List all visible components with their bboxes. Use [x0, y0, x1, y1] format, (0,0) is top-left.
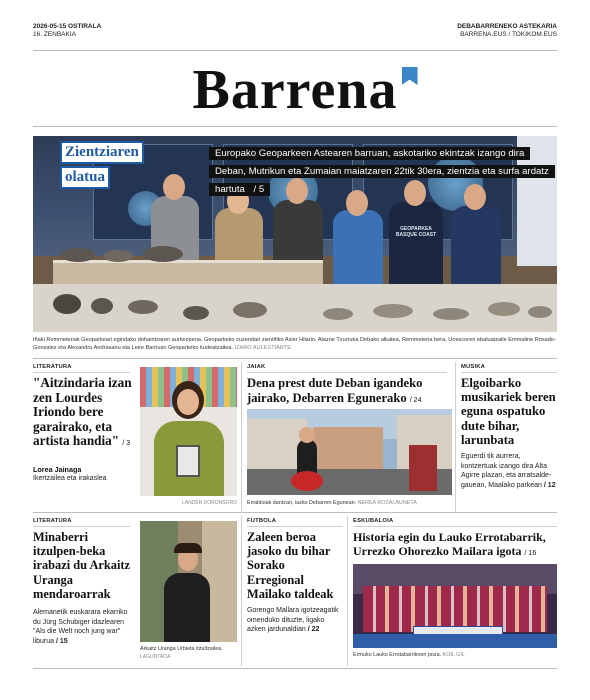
section-label-musika: MUSIKA	[461, 364, 486, 370]
rock-sample	[91, 298, 113, 314]
person-head	[163, 174, 185, 200]
rock-sample	[103, 250, 133, 262]
literatura-photo-credit: LANDER DORONSORO	[181, 500, 237, 506]
shirt-print: GEOPARKEA BASQUE COAST	[395, 226, 437, 238]
literatura-page: / 3	[122, 440, 131, 448]
literatura2-body	[33, 608, 133, 646]
column-divider	[241, 516, 242, 666]
rock-sample	[53, 294, 81, 314]
eskubaloia-photo-credit: KOIL GIL	[442, 652, 465, 658]
hair	[174, 543, 202, 553]
rock-sample	[61, 248, 95, 262]
literatura-headline-text: "Aitzindaria izan zen Lourdes Iriondo bere garairako, eta artista handia"	[33, 375, 132, 449]
rock-sample	[233, 302, 267, 318]
column-divider	[241, 362, 242, 512]
literatura-author: Lorea Jainaga	[33, 465, 82, 474]
literatura2-caption	[140, 645, 237, 661]
hero-badge	[60, 141, 160, 189]
rock-sample	[128, 300, 158, 314]
eskubaloia-caption	[353, 651, 557, 659]
literatura-headline[interactable]	[33, 376, 133, 452]
section-label-jaiak: JAIAK	[247, 364, 266, 370]
website-links[interactable]: BARRENA.EUS / TOKIKOM.EUS	[460, 31, 557, 38]
hero-headline-page: / 5	[251, 183, 268, 196]
literatura2-photo[interactable]	[140, 521, 237, 642]
section-underline	[33, 526, 130, 527]
section-label-futbola: FUTBOLA	[247, 518, 277, 524]
publisher-name: DEBABARRENEKO ASTEKARIA	[457, 23, 557, 30]
hero-caption	[33, 336, 557, 352]
musika-body	[461, 452, 557, 490]
person-head	[177, 389, 199, 415]
rock-sample	[143, 246, 183, 262]
jaiak-photo-credit: NEREA ROZALAUNETA	[357, 500, 417, 506]
issue-number: 16. ZENBAKIA	[33, 31, 76, 38]
section-underline	[247, 526, 343, 527]
masthead[interactable]	[0, 58, 590, 122]
masthead-logo: Barrena	[192, 58, 397, 122]
hero-headline[interactable]	[209, 143, 554, 197]
literatura2-photo-credit: LAGUNTAOA	[140, 654, 171, 660]
jaiak-photo[interactable]	[247, 409, 452, 495]
footer-rule	[33, 668, 557, 669]
jaiak-caption	[247, 499, 452, 507]
masthead-rule	[33, 126, 557, 127]
literatura2-body-text: Alemanetik euskarara ekarriko du Jürg Schubiger idazlearen "Als die Welt noch jung war" liburua	[33, 609, 128, 645]
rock-sample	[183, 306, 209, 320]
eskubaloia-caption-text: Ermuko Lauko Errotabarrikoen poza.	[353, 652, 442, 658]
giant-skirt	[291, 471, 323, 491]
section-underline	[247, 372, 447, 373]
section-underline	[353, 526, 557, 527]
court-floor	[353, 634, 557, 648]
bookmark-flag-icon	[402, 67, 418, 85]
eskubaloia-headline-text: Historia egin du Lauko Errotabarrik, Urrezko Ohorezko Mailara igota	[353, 530, 546, 559]
header-rule	[33, 50, 557, 51]
rock-sample	[433, 308, 469, 320]
literatura2-page: / 15	[55, 637, 68, 645]
literatura2-caption-text: Arkaitz Uranga Urbieta itzultzailea.	[140, 646, 223, 652]
hero-headline-text: Europako Geoparkeen Astearen barruan, askotariko ekintzak izango dira Deban, Mutrikun eta Zumaian maiatzaren 22tik 30era, zientzia eta surfa ardatz hartuta	[212, 147, 552, 196]
jaiak-page: / 24	[409, 396, 422, 404]
dancer	[409, 445, 437, 491]
section-underline	[33, 372, 130, 373]
rock-sample	[488, 302, 520, 316]
musika-page: / 12	[543, 481, 556, 489]
futbola-headline[interactable]: Zaleen beroa jasoko du bihar Sorako Erregional Mailako taldeak	[247, 530, 334, 601]
book	[176, 445, 200, 477]
section-rule	[33, 358, 557, 359]
section-label-literatura2: LITERATURA	[33, 518, 72, 524]
musika-body-text: Eguerdi tik aurrera, kontzertuak izango dira Alta Agirre plazan, eta arratsalde-gauean, Maalako parkean	[461, 453, 552, 489]
musika-headline[interactable]: Elgoibarko musikariek beren eguna ospatuko dute bihar, larunbata	[461, 376, 556, 447]
section-rule	[33, 512, 557, 513]
hero-caption-text: Iñaki Remmeteriak Geoparkeari egindako dohaintzaren aurkezpena. Geoparkeko zuzendari zientifiko Asier Hilario, Alazne Txurruka Debako alkatea, Remmeteria bera, Unescoren ebaluatzaile Emmaline Rosado-Gonzalez eta Alexandru Andrasanu eta Leire Barriuso Geoparkeko kudeatzailea.	[33, 337, 556, 351]
futbola-body-text: Gorengo Mallara igotzeagatik omenduko dituzte, ligako azken jardunaldian	[247, 607, 339, 633]
eskubaloia-page: / 16	[524, 550, 537, 558]
column-divider	[347, 516, 348, 666]
rock-sample	[323, 308, 353, 320]
issue-date: 2026-05-15 OSTIRALA	[33, 23, 102, 30]
eskubaloia-headline[interactable]	[353, 530, 557, 561]
rock-sample	[528, 306, 552, 318]
eskubaloia-photo[interactable]	[353, 564, 557, 648]
jacket	[164, 573, 210, 642]
futbola-page: / 22	[307, 626, 320, 633]
literatura-photo[interactable]	[140, 367, 237, 496]
futbola-body	[247, 606, 343, 635]
rock-sample	[373, 304, 413, 318]
hero-badge-line2: olatua	[60, 166, 110, 189]
section-label-eskubaloia: ESKUBALOIA	[353, 518, 394, 524]
hero-photo-credit: IZARO AULESTIARTE	[234, 345, 291, 351]
column-divider	[455, 362, 456, 512]
hero-badge-line1: Zientziaren	[60, 141, 144, 164]
giant-head	[299, 427, 315, 443]
literatura2-headline[interactable]: Minaberri itzulpen-beka irabazi du Arkaitz Uranga mendaroarrak	[33, 530, 131, 601]
section-underline	[461, 372, 557, 373]
jaiak-headline-text: Dena prest dute Deban igandeko jairako, Debarren Egunerako	[247, 376, 423, 405]
jaiak-caption-text: Erraldoiak dantzan, iazko Debarren Egunean.	[247, 500, 357, 506]
jaiak-headline[interactable]	[247, 376, 452, 408]
literatura-author-role: Ikertzailea eta irakaslea	[33, 475, 107, 482]
section-label-literatura: LITERATURA	[33, 364, 72, 370]
building	[313, 427, 383, 473]
